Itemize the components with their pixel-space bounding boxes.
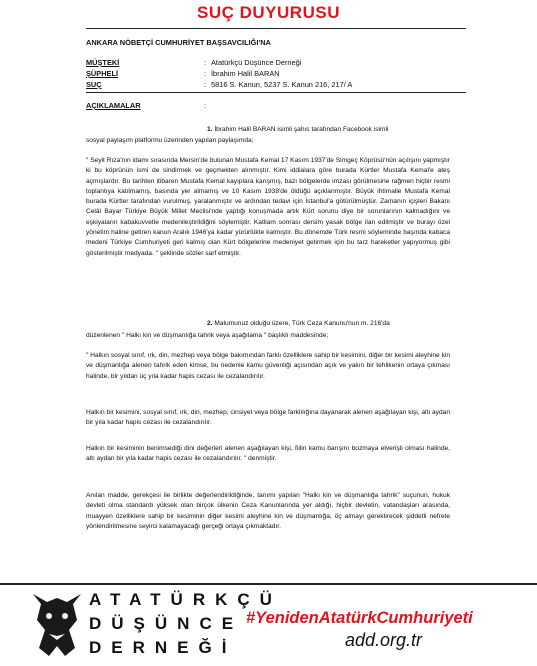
title-divider	[86, 28, 466, 29]
party-colon: :	[204, 69, 207, 78]
logo-text-line-1: ATATÜRKÇÜ	[89, 590, 282, 609]
party-label: ŞÜPHELİ	[86, 69, 119, 78]
law-quote-paragraph-2: Halkın bir kesimini, sosyal sınıf, ırk, din, mezhep, cinsiyet veya bölge farklılığına dayanarak alenen aşağılayan kişi, altı aydan bir yıla kadar hapis cezası ile cezalandırılır.	[86, 409, 450, 427]
footer-divider	[0, 583, 537, 585]
party-colon: :	[204, 101, 207, 110]
section-number: 2.	[207, 320, 213, 327]
section-intro-text: İbrahim Halil BARAN isimli şahıs tarafından Facebook isimli	[214, 126, 389, 133]
law-quote-paragraph-1: " Halkın sosyal sınıf, ırk, din, mezhep veya bölge bakımından farklı özelliklere sahip bir kesimini, diğer bir kesimi aleyhine kin ve düşmanlığa alenen tahrik eden kimse, bu nedenle kamu güvenliği açısından açık ve yakın bir tehlikenin ortaya çıkması halinde, bir yıldan üç yıla kadar hapis cezası ile cezalandırılır.	[86, 352, 450, 380]
association-logo	[27, 586, 282, 664]
party-label: MÜŞTEKİ	[86, 58, 120, 67]
party-colon: :	[204, 80, 207, 89]
parties-divider	[86, 92, 466, 93]
party-label: SUÇ	[86, 80, 102, 89]
party-value: Atatürkçü Düşünce Derneği	[211, 58, 302, 67]
section-number: 1.	[207, 126, 213, 133]
campaign-hashtag: #YenidenAtatürkCumhuriyeti	[246, 609, 473, 627]
section-two-intro-cont: düzenlenen " Halkı kin ve düşmanlığa tahrik veya aşağılama " başlıklı maddesinde;	[86, 332, 329, 339]
party-colon: :	[204, 58, 207, 67]
section-intro-text: Malumunuz olduğu üzere, Türk Ceza Kanunu'nun m. 216'da	[214, 320, 390, 327]
bozkurt-emblem-icon	[27, 590, 85, 660]
section-two-intro	[86, 320, 450, 327]
logo-text-line-2: DÜŞÜNCE	[89, 614, 244, 633]
website-url[interactable]: add.org.tr	[345, 630, 423, 650]
party-value: İbrahim Halil BARAN	[211, 69, 280, 78]
party-value: 5816 S. Kanun, 5237 S. Kanun 216, 217/ A	[211, 80, 353, 89]
document-title: SUÇ DUYURUSU	[197, 3, 340, 22]
section-one-intro-cont: sosyal paylaşım platformu üzerinden yapılan paylaşımda;	[86, 137, 254, 144]
party-label: AÇIKLAMALAR	[86, 101, 141, 110]
logo-text-line-3: DERNEĞİ	[89, 638, 237, 657]
section-one-intro	[86, 126, 450, 133]
law-quote-paragraph-3: Halkın bir kesiminin benimsediği dini değerleri alenen aşağılayan kişi, fiilin kamu barışını bozmaya elverişli olması halinde, altı aydan bir yıla kadar hapis cezası ile cezalandırılır. " denmiştir.	[86, 445, 450, 463]
section-one-quote: " Seyit Rıza'nın idamı sırasında Mersin'de bulunan Mustafa Kemal 17 Kasım 1937'de Simgeç Köprüsü'nün açılışını yapmıştır ki bu köprünün ismi de sindirmek ve geçmekten alınmıştır. Kimi iddialara göre burada Kürtler Mustafa Kemal'e ateş açmışlardır. Bu tarihten itibaren Mustafa Kemal kayıplara karışmış, bazı bölgelerde imzası görülmesine rağmen hiçbir resmi toplantıya katılmamış, basında yer almamış ve 10 Kasım 1938'de öldüğü açıklanmıştır. Büyük ihtimalle Mustafa Kemal burada Kürtler tarafından vurulmuş, yaralanmıştır ve ardından tedavi için İstanbul'a götürülmüştür. Zamanın içişleri Bakanı Celâl Bayar Türkiye Büyük Millet Meclisi'nde yaptığı konuşmada artık Kürt sorunu diye bir sorunlarının kalmadığını ve eşkiyaların kabakuvvetle medenileştirildiğini söylemiştir. Katliam sonrası dersim yasak bölge ilan edilmiştir ve burayı özel yönetim haline getiren kanun Aralık 1946'ya kadar yürürlükte kalmıştır. Bu dönemde Türk resmi söyleminde başında kabaca medeni Türkiye Cumhuriyeti geri kalmış olan Kürt bölgelerine medeniyet getirmek için bu tarz hareketler yapıyormuş gibi gösterilmiştir medyada. " şeklinde sözler sarf etmiştir.	[86, 157, 450, 257]
conclusion-paragraph: Anılan madde, gerekçesi ile birlikte değerlendirildiğinde, tanımı yapılan "Halkı kin ve düşmanlığa tahrik" suçunun, hukuk devleti olma standardı yüksek olan birçok ülkenin Ceza Kanunlarında yer aldığı, hiçbir devletin, vatandaşları arasında, muayyen özelliklere sahip bir kesiminin diğer kesimi aleyhine kin ve düşmanlığa, öç almayı gerektirecek şiddetli nefrete yönlendirilmesine seyirci kalamayacağı gerçeği ortaya çıkmaktadır.	[86, 492, 450, 530]
addressee: ANKARA NÖBETÇİ CUMHURİYET BAŞSAVCILIĞI'NA	[86, 38, 271, 47]
